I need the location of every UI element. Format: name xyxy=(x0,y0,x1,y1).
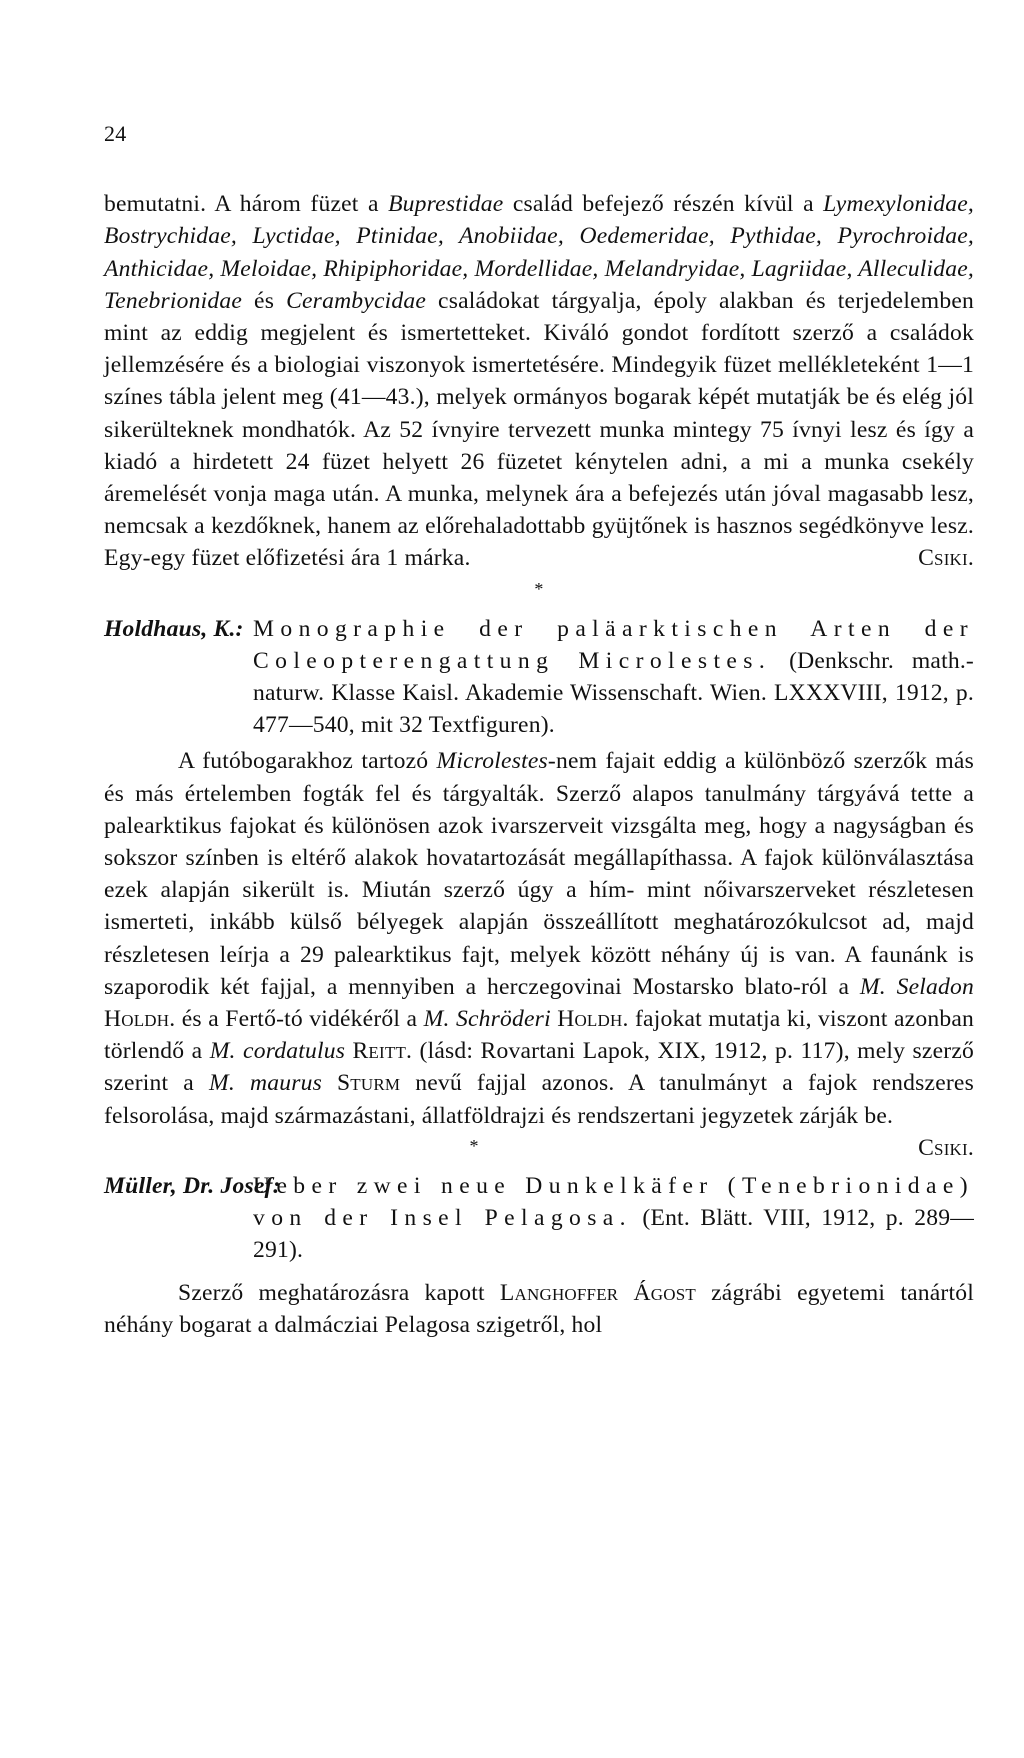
review-paragraph-3: Szerző meghatározásra kapott Langhoffer Ágost zágrábi egyetemi tanártól néhány bogarat a dalmácziai Pelagosa szigetről, hol xyxy=(104,1279,974,1338)
signature: Csiki. xyxy=(918,545,974,572)
page-number: 24 xyxy=(104,121,127,146)
bibliography-entry-muller xyxy=(104,1170,974,1267)
review-paragraph-1: bemutatni. A három füzet a Buprestidae család befejező részén kívül a Lymexylonidae, Bostrychidae, Lyctidae, Ptinidae, Anobiidae, Oedemeridae, Pythidae, Pyrochroidae, Anthicidae, Meloidae, Rhipiphoridae, Mordellidae, Melandryidae, Lagriidae, Alleculidae, Tenebrionidae és Cerambycidae családokat tárgyalja, époly alakban és terjedelemben mint az eddig megjelent és ismertetteket. Kiváló gondot fordított szerző a családok jellemzésére és a biologiai viszonyok ismertetésére. Mindegyik füzet mellékleteként 1—1 színes tábla jelent meg (41—43.), melyek ormányos bogarak képét mutatják be és elég jól sikerülteknek mondhatók. Az 52 ívnyire tervezett munka mintegy 75 ívnyi lesz és így a kiadó a hirdetett 24 füzet helyett 26 füzetet kénytelen adni, a mi a munka csekély áremelését vonja maga után. A munka, melynek ára a befejezés után jóval magasabb lesz, nemcsak a kezdőknek, hanem az előrehaladottabb gyüjtőnek is hasznos segédkönyve lesz. Egy-egy füzet előfizetési ára 1 márka. Csiki. xyxy=(104,188,974,574)
review-paragraph-2: A futóbogarakhoz tartozó Microlestes-nem fajait eddig a különböző szerzők más és más értelemben fogták fel és tárgyalták. Szerző alapos tanulmány tárgyává tette a palearktikus fajokat és különösen azok ivarszerveit vizsgálta meg, hogy a nagyságban és sokszor színben is eltérő alakok hovatartozását megállapíthassa. A fajok különválasztása ezek alapján sikerült is. Miután szerző úgy a hím- mint nőivarszerveket részletesen ismerteti, inkább külső bélyegek alapján összeállított meghatározókulcsot ad, majd részletesen leírja a 29 palearktikus fajt, melyek között néhány új is van. A faunánk is szaporodik két fajjal, a mennyiben a herczegovinai Mostarsko blato-ról a M. Seladon Holdh. és a Fertő-tó vidékéről a M. Schröderi Holdh. fajokat mutatja ki, viszont azonban törlendő a M. cordatulus Reitt. (lásd: Rovartani Lapok, XIX, 1912, p. 117), mely szerző szerint a M. maurus Sturm nevű fajjal azonos. A tanulmányt a fajok rendszeres felsorolása, majd származástani, állatföldrajzi és rendszertani jegyzetek zárják be. Csiki. xyxy=(104,745,974,1131)
entry-title: Monographie der paläarktischen Arten der Coleopterengattung Microlestes. xyxy=(253,615,974,674)
entry-author: Holdhaus, K.: xyxy=(104,615,244,642)
signature: Csiki. xyxy=(918,1134,974,1161)
separator-asterisk: * xyxy=(534,578,544,599)
entry-details: (Denkschr. math.-naturw. Klasse Kaisl. Akademie Wissenschaft. Wien. LXXXVIII, 1912, p. 477—540, mit 32 Textfiguren). xyxy=(253,647,974,739)
entry-author: Müller, Dr. Josef: xyxy=(104,1172,281,1199)
document-page xyxy=(104,118,974,1341)
entry-title: Ueber zwei neue Dunkelkäfer (Tenebrionidae) von der Insel Pelagosa. xyxy=(253,1172,974,1232)
entry-details: (Ent. Blätt. VIII, 1912, p. 289—291). xyxy=(253,1205,974,1264)
separator-asterisk: * xyxy=(469,1135,479,1156)
bibliography-entry-holdhaus xyxy=(104,613,974,742)
